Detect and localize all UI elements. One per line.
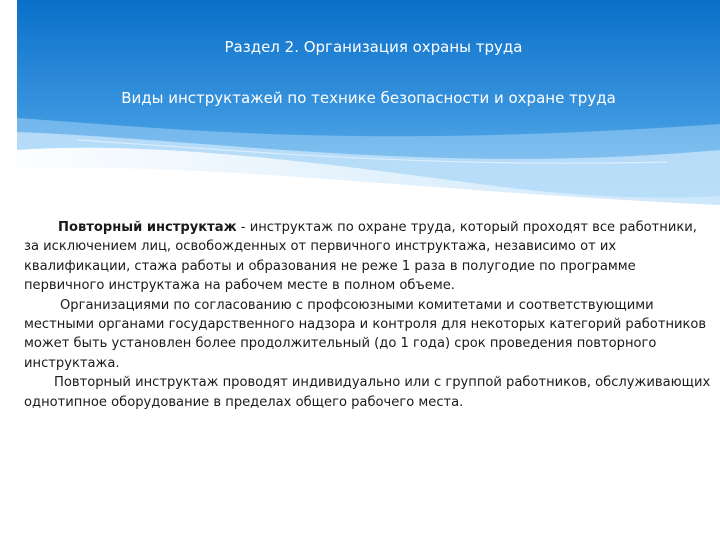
paragraph-2: Организациями по согласованию с профсоюзными комитетами и соответствующими местными органами государственного надзора и контроля для некоторых категорий работников может быть установлен более продолжительный (до 1 года) срок проведения повторного инструктажа. [24, 297, 707, 371]
section-title: Раздел 2. Организация охраны труда [224, 38, 523, 56]
paragraph-1-term: Повторный инструктаж [58, 220, 237, 235]
slide-body [24, 218, 714, 412]
paragraph-1 [24, 218, 714, 296]
paragraph-1-text: - инструктаж по охране труда, который проходят все работники, за исключением лиц, освобожденных от первичного инструктажа, независимо от их квалификации, стажа работы и образования не реже 1 раза в полугодие по программе первичного инструктажа на рабочем месте в полном объеме. [24, 220, 697, 294]
paragraph-3: Повторный инструктаж проводят индивидуально или с группой работников, обслуживающих однотипное оборудование в пределах общего рабочего места. [24, 375, 711, 410]
slide-title: Виды инструктажей по технике безопасности и охране труда [121, 89, 616, 107]
header-band [17, 0, 720, 205]
